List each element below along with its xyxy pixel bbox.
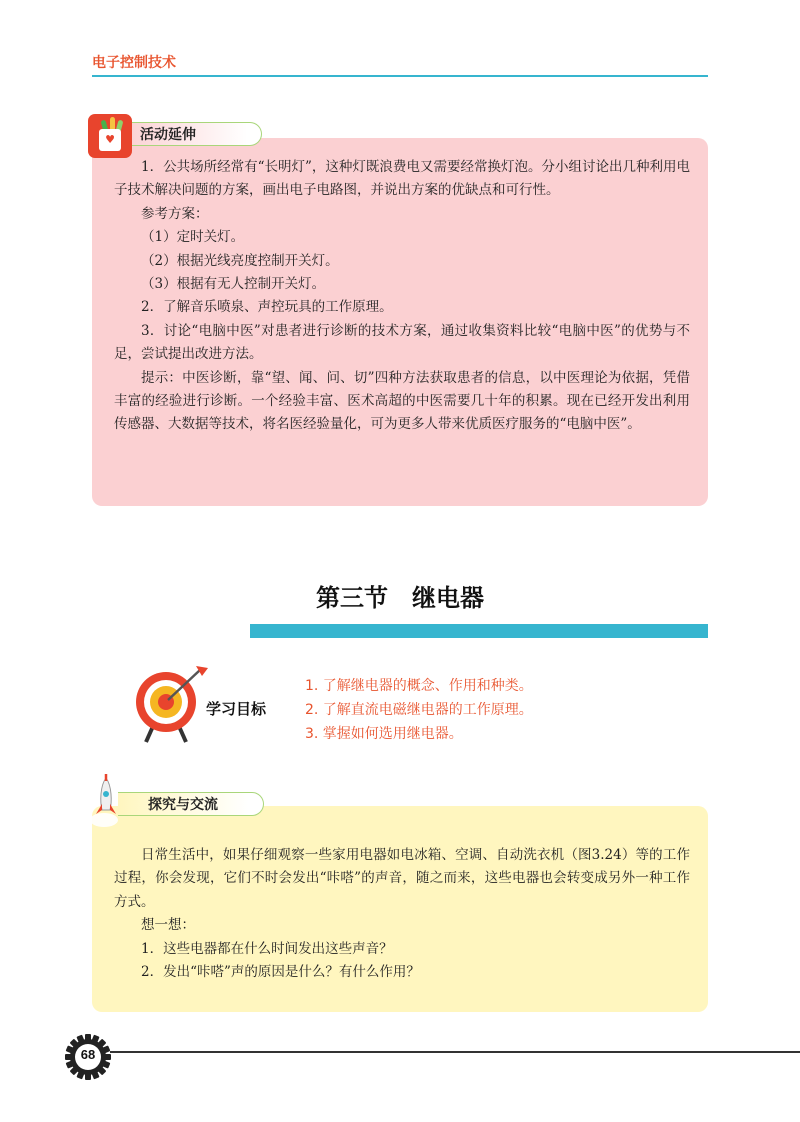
section-title-bar: [250, 624, 708, 638]
page-number: 68: [80, 1047, 96, 1062]
paragraph: 参考方案：: [141, 205, 209, 222]
goal-item: 3. 掌握如何选用继电器。: [305, 726, 463, 742]
goals-label: 学习目标: [206, 700, 267, 718]
paragraph: （3）根据有无人控制开关灯。: [141, 276, 326, 293]
paragraph: 1．公共场所经常有“长明灯”，这种灯既浪费电又需要经常换灯泡。分小组讨论出几种利用电子技术解决问题的方案，画出电子电路图，并说出方案的优缺点和可行性。: [114, 159, 690, 199]
explore-label: 探究与交流: [118, 792, 264, 816]
paragraph: 提示：中医诊断，靠“望、闻、问、切”四种方法获取患者的信息，以中医理论为依据，凭借丰富的经验进行诊断。一个经验丰富、医术高超的中医需要几十年的积累。现在已经开发出利用传感器、大数据等技术，将名医经验量化，可为更多人带来优质医疗服务的“电脑中医”。: [114, 369, 690, 433]
paragraph: 1．这些电器都在什么时间发出这些声音？: [141, 940, 393, 957]
goals-list: [305, 674, 533, 746]
goal-item: 2. 了解直流电磁继电器的工作原理。: [305, 702, 533, 718]
running-header: 电子控制技术: [92, 55, 176, 71]
paragraph: 2．发出“咔嗒”声的原因是什么？有什么作用？: [141, 964, 420, 981]
footer-rule: [110, 1051, 800, 1053]
paragraph: 3．讨论“电脑中医”对患者进行诊断的技术方案，通过收集资料比较“电脑中医”的优势与不足，尝试提出改进方法。: [114, 322, 690, 363]
shopping-bag-icon: ♥: [88, 114, 132, 158]
activity-text: [114, 156, 690, 437]
header-rule: [92, 75, 708, 77]
section-title: 第三节 继电器: [316, 584, 484, 612]
paragraph: 想一想：: [141, 917, 195, 934]
rocket-icon: [88, 772, 128, 828]
paragraph: （2）根据光线亮度控制开关灯。: [141, 252, 339, 269]
paragraph: （1）定时关灯。: [141, 229, 245, 246]
goal-item: 1. 了解继电器的概念、作用和种类。: [305, 678, 533, 694]
activity-label: 活动延伸: [122, 122, 262, 146]
explore-text: [114, 844, 690, 984]
target-icon: [134, 664, 214, 744]
paragraph: 日常生活中，如果仔细观察一些家用电器如电冰箱、空调、自动洗衣机（图3.24）等的工作过程，你会发现，它们不时会发出“咔嗒”的声音，随之而来，这些电器也会转变成另外一种工作方式。: [114, 847, 690, 910]
paragraph: 2．了解音乐喷泉、声控玩具的工作原理。: [141, 299, 393, 316]
